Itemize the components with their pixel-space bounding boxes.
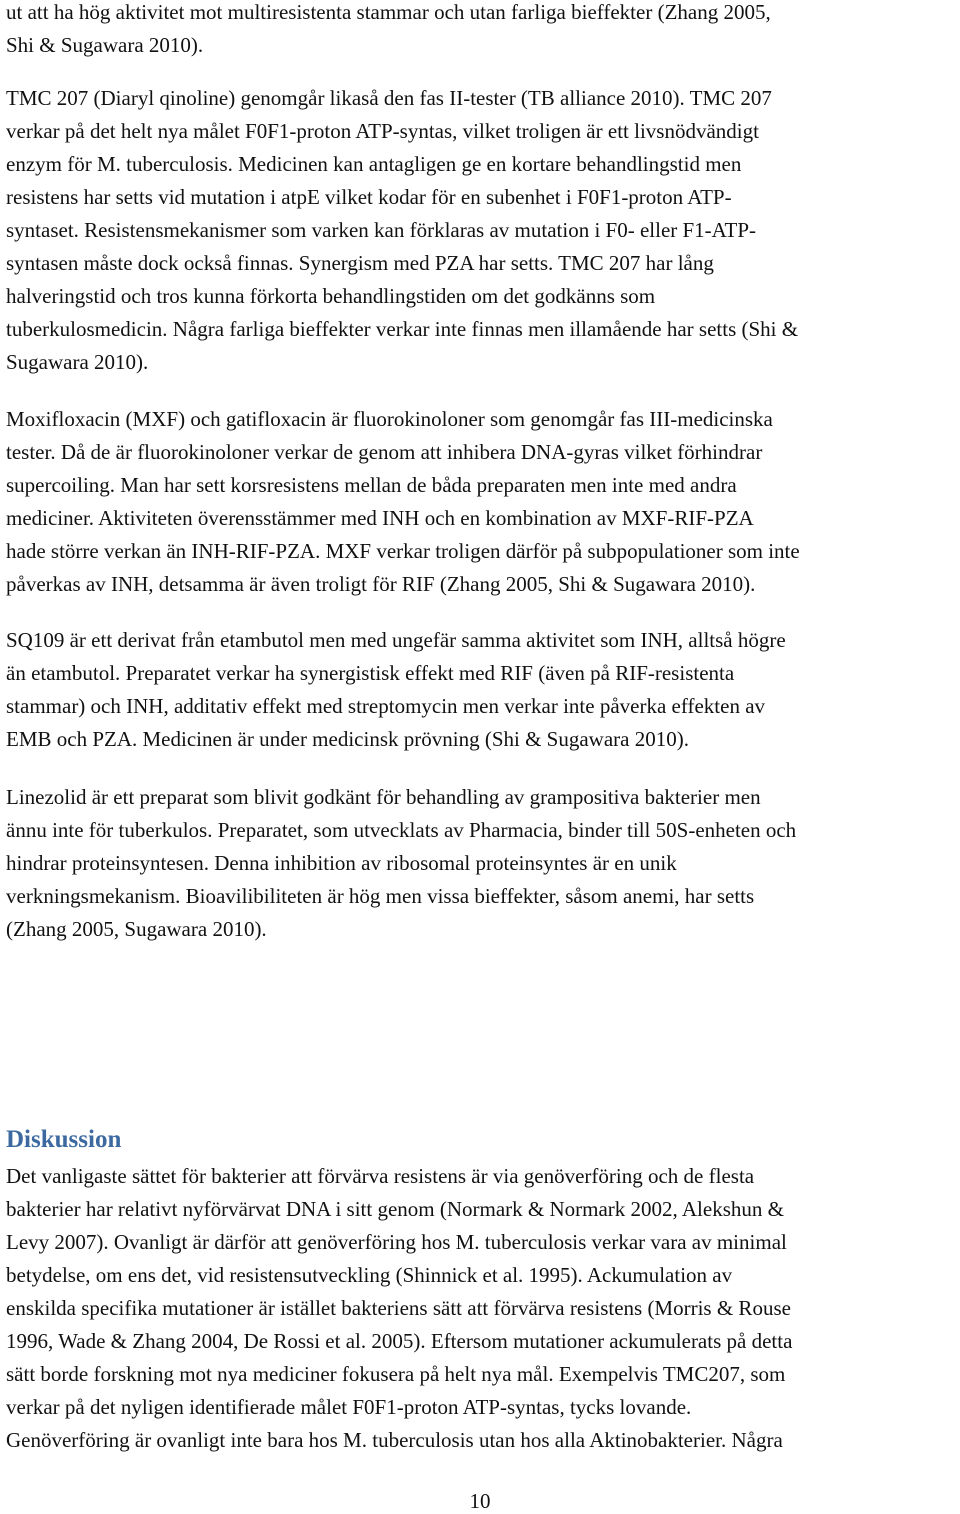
text-line: verkar på det helt nya målet F0F1-proton ATP-syntas, vilket troligen är ett livsnödvändigt (6, 119, 759, 143)
text-line: EMB och PZA. Medicinen är under medicinsk prövning (Shi & Sugawara 2010). (6, 727, 689, 751)
paragraph-linezolid (6, 781, 958, 946)
text-line: stammar) och INH, additativ effekt med streptomycin men verkar inte påverka effekten av (6, 694, 766, 718)
text-line: sätt borde forskning mot nya mediciner fokusera på helt nya mål. Exempelvis TMC207, som (6, 1362, 786, 1386)
text-line: Linezolid är ett preparat som blivit godkänt för behandling av grampositiva bakterier men (6, 785, 761, 809)
text-line: enzym för M. tuberculosis. Medicinen kan antagligen ge en kortare behandlingstid men (6, 152, 742, 176)
text-line: 1996, Wade & Zhang 2004, De Rossi et al. 2005). Eftersom mutationer ackumulerats på detta (6, 1329, 793, 1353)
text-line: påverkas av INH, detsamma är även troligt för RIF (Zhang 2005, Shi & Sugawara 2010). (6, 572, 756, 596)
paragraph-moxifloxacin (6, 403, 958, 601)
page-number: 10 (469, 1489, 491, 1513)
text-line: syntaset. Resistensmekanismer som varken kan förklaras av mutation i F0- eller F1-ATP- (6, 218, 757, 242)
text-line: verkningsmekanism. Bioavilibiliteten är hög men vissa bieffekter, såsom anemi, har setts (6, 884, 755, 908)
text-line: än etambutol. Preparatet verkar ha synergistisk effekt med RIF (även på RIF-resistenta (6, 661, 735, 685)
text-line: ut att ha hög aktivitet mot multiresistenta stammar och utan farliga bieffekter (Zhang 2005, (6, 0, 771, 24)
text-line: Shi & Sugawara 2010). (6, 33, 204, 57)
text-line: Moxifloxacin (MXF) och gatifloxacin är fluorokinoloner som genomgår fas III-medicinska (6, 407, 773, 431)
paragraph-continuation (6, 0, 958, 62)
text-line: SQ109 är ett derivat från etambutol men med ungefär samma aktivitet som INH, alltså högre (6, 628, 786, 652)
text-line: ännu inte för tuberkulos. Preparatet, som utvecklats av Pharmacia, binder till 50S-enheten och (6, 818, 797, 842)
paragraph-sq109 (6, 624, 958, 756)
text-line: hade större verkan än INH-RIF-PZA. MXF verkar troligen därför på subpopulationer som inte (6, 539, 800, 563)
text-line: hindrar proteinsyntesen. Denna inhibition av ribosomal proteinsyntes är en unik (6, 851, 677, 875)
text-line: tester. Då de är fluorokinoloner verkar de genom att inhibera DNA-gyras vilket förhindrar (6, 440, 763, 464)
section-heading: Diskussion (6, 1126, 122, 1153)
paragraph-diskussion (6, 1160, 958, 1457)
text-line: Levy 2007). Ovanligt är därför att genöverföring hos M. tuberculosis verkar vara av minimal (6, 1230, 787, 1254)
text-line: tuberkulosmedicin. Några farliga bieffekter verkar inte finnas men illamående har setts (Shi & (6, 317, 799, 341)
text-line: (Zhang 2005, Sugawara 2010). (6, 917, 267, 941)
paragraph-tmc207 (6, 82, 958, 379)
text-line: halveringstid och tros kunna förkorta behandlingstiden om det godkänns som (6, 284, 656, 308)
text-line: syntasen måste dock också finnas. Synergism med PZA har setts. TMC 207 har lång (6, 251, 714, 275)
text-line: supercoiling. Man har sett korsresistens mellan de båda preparaten men inte med andra (6, 473, 737, 497)
text-line: Det vanligaste sättet för bakterier att förvärva resistens är via genöverföring och de flesta (6, 1164, 755, 1188)
text-line: resistens har setts vid mutation i atpE vilket kodar för en subenhet i F0F1-proton ATP- (6, 185, 732, 209)
text-line: betydelse, om ens det, vid resistensutveckling (Shinnick et al. 1995). Ackumulation av (6, 1263, 733, 1287)
text-line: Genöverföring är ovanligt inte bara hos M. tuberculosis utan hos alla Aktinobakterier. Några (6, 1428, 783, 1452)
text-line: enskilda specifika mutationer är istället bakteriens sätt att förvärva resistens (Morris & Rouse (6, 1296, 791, 1320)
text-line: TMC 207 (Diaryl qinoline) genomgår likaså den fas II-tester (TB alliance 2010). TMC 207 (6, 86, 772, 110)
text-line: Sugawara 2010). (6, 350, 149, 374)
text-line: bakterier har relativt nyförvärvat DNA i sitt genom (Normark & Normark 2002, Alekshun & (6, 1197, 784, 1221)
text-line: verkar på det nyligen identifierade målet F0F1-proton ATP-syntas, tycks lovande. (6, 1395, 692, 1419)
text-line: mediciner. Aktiviteten överensstämmer med INH och en kombination av MXF-RIF-PZA (6, 506, 754, 530)
